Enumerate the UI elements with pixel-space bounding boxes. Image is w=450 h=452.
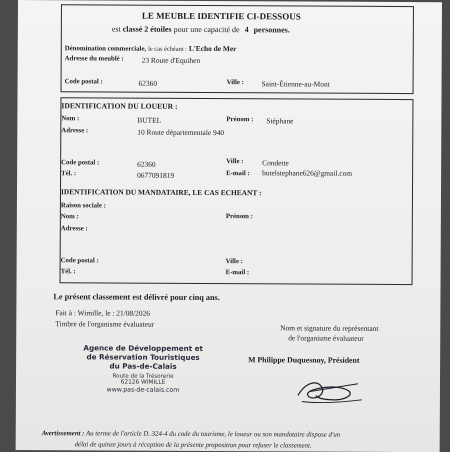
- nom-signature-line2: de l'organisme évaluateur: [288, 333, 364, 343]
- mandataire-title: IDENTIFICATION DU MANDATAIRE, LE CAS ECHEANT :: [60, 187, 262, 198]
- adresse-meuble-value: 23 Route d'Equihen: [141, 55, 201, 65]
- classement-stars: classé 2 étoiles: [122, 24, 172, 34]
- mandataire-raison-label: Raison sociale :: [60, 202, 106, 210]
- adresse-meuble-label: Adresse du meublé :: [64, 55, 124, 63]
- loueur-prenom-value: Stéphane: [266, 116, 294, 126]
- mandataire-prenom-label: Prénom :: [225, 213, 253, 221]
- mandataire-nom-label: Nom :: [60, 213, 79, 221]
- loueur-email-value: butelstephane626@gmail.com: [262, 168, 353, 178]
- loueur-cp-label: Code postal :: [61, 159, 100, 167]
- loueur-nom-value: BUTEL: [137, 115, 162, 125]
- mandataire-cp-label: Code postal :: [60, 257, 99, 265]
- loueur-email-label: E-mail :: [226, 170, 250, 178]
- ville-meuble-value: Saint-Étienne-au-Mont: [261, 79, 330, 89]
- loueur-adresse-value: 10 Route départementale 940: [137, 127, 225, 138]
- stamp-line-3: du Pas-de-Calais: [109, 361, 177, 371]
- meuble-title: LE MEUBLE IDENTIFIE CI-DESSOUS: [141, 10, 301, 22]
- avertissement-line1: [42, 431, 340, 439]
- loueur-nom-label: Nom :: [61, 115, 80, 123]
- avertissement-label: Avertissement :: [41, 430, 85, 438]
- stamp-line-2: de Réservation Touristiques: [86, 352, 200, 362]
- president-name: M Philippe Duquesnoy, Président: [248, 355, 360, 365]
- ville-meuble-label: Ville :: [226, 79, 244, 87]
- loueur-cp-value: 62360: [137, 159, 156, 169]
- delivre-statement: Le présent classement est délivré pour cinq ans.: [53, 292, 220, 303]
- loueur-title: IDENTIFICATION DU LOUEUR :: [61, 101, 178, 111]
- denomination-value: L'Echo de Mer: [188, 43, 237, 54]
- avertissement-text-1: Au terme de l'article D. 324-4 du code du tourisme, le loueur ou son mandataire dispose d'un: [86, 430, 341, 439]
- cp-meuble-label: Code postal :: [64, 78, 103, 86]
- loueur-adresse-label: Adresse :: [61, 127, 89, 135]
- denomination-note: le cas échéant :: [148, 45, 187, 53]
- stamp-line-6: www.pas-de-calais.com: [106, 386, 180, 394]
- loueur-ville-value: Condette: [262, 158, 289, 168]
- loueur-ville-label: Ville :: [226, 158, 244, 166]
- cp-meuble-value: 62360: [138, 78, 158, 88]
- mandataire-ville-label: Ville :: [225, 258, 243, 266]
- avertissement-line2: délai de quinze jours à réception de la présente proposition pour refuser le classement.: [74, 441, 312, 450]
- document-page: [16, 0, 442, 452]
- classement-line: [112, 25, 290, 34]
- mandataire-email-label: E-mail :: [225, 269, 250, 277]
- classement-prefix: est: [111, 24, 121, 34]
- denomination-label: Dénomination commerciale,: [64, 45, 147, 53]
- loueur-prenom-label: Prénom :: [226, 116, 254, 124]
- nom-signature-line1: Nom et signature du représentant: [280, 323, 379, 333]
- personnes-label: personnes.: [253, 25, 290, 35]
- signature-image: [288, 373, 368, 407]
- loueur-tel-value: 0677091819: [137, 170, 175, 180]
- mandataire-adresse-label: Adresse :: [60, 225, 88, 233]
- mandataire-tel-label: Tél. :: [60, 268, 76, 276]
- stamp-line-4: Route de la Trésorerie: [112, 373, 174, 380]
- organisme-stamp: [74, 343, 212, 394]
- denomination-row: [65, 44, 237, 54]
- stamp-line-5: 62126 WIMILLE: [120, 379, 166, 386]
- timbre-label: Timbre de l'organisme évaluateur: [55, 319, 155, 329]
- classement-mid: pour une capacité de: [173, 24, 240, 35]
- loueur-tel-label: Tél. :: [61, 170, 77, 178]
- stamp-line-1: Agence de Développement et: [83, 343, 203, 353]
- fait-a-line: Fait à : Wimille, le : 21/08/2026: [55, 308, 150, 318]
- capacite-value: 4: [244, 25, 249, 35]
